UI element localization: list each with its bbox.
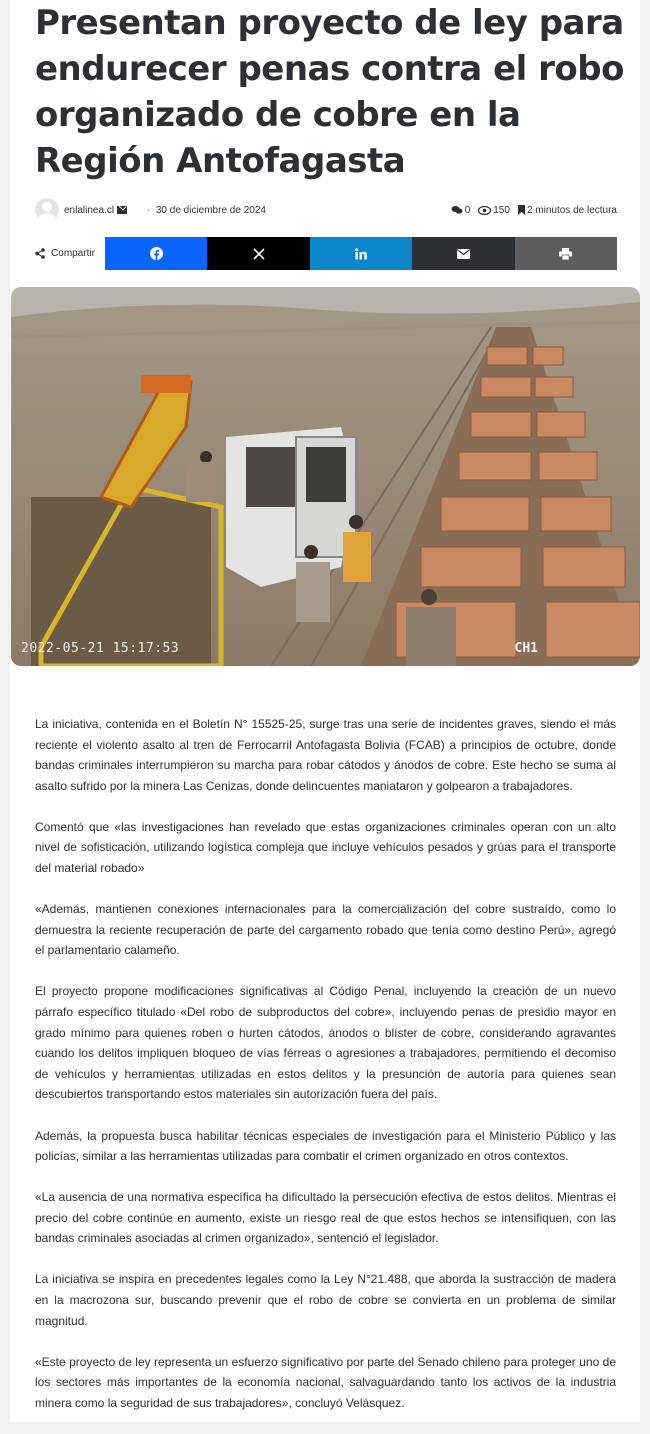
x-icon	[253, 248, 265, 260]
article-paragraph: Además, la propuesta busca habilitar técnicas especiales de investigación para el Ministerio Público y las policías, similar a las herramientas utilizadas para combatir el crimen organizado en otros contextos.	[35, 1128, 616, 1164]
comments-icon	[451, 205, 463, 215]
share-facebook-button[interactable]	[105, 237, 207, 270]
author-email-icon[interactable]	[117, 206, 127, 214]
article-body	[35, 714, 616, 1434]
comments-count[interactable]	[451, 205, 471, 216]
email-icon	[457, 249, 470, 259]
linkedin-icon	[355, 248, 367, 260]
facebook-icon	[150, 247, 163, 260]
views-count-value: 150	[493, 204, 510, 216]
article-paragraph: El proyecto propone modificaciones significativas al Código Penal, incluyendo la creación de un nuevo párrafo específico titulado «Del robo de subproductos del cobre», incluyendo penas de presidio mayor en grado mínimo para quienes roben o hurten cátodos, ánodos o blíster de cobre, considerando agravantes cuando los delitos impliquen bloqueo de vías férreas o agresiones a trabajadores, permitiendo el decomiso de vehículos y herramientas utilizadas en estos delitos y la presunción de autoría para quienes sean descubiertos transportando estos materiales sin autorización fuera del país.	[35, 984, 616, 1102]
share-icon	[35, 248, 45, 259]
views-count	[478, 205, 510, 216]
article-paragraph: «Además, mantienen conexiones internacionales para la comercialización del cobre sustraído, como lo demuestra la reciente recuperación de parte del cargamento robado que tenía como destino Perú», agregó el parlamentario calameño.	[35, 902, 616, 958]
share-label-text: Compartir	[51, 248, 95, 259]
bookmark-icon	[518, 205, 525, 215]
eye-icon	[478, 206, 491, 215]
print-icon	[559, 248, 572, 260]
article-paragraph: Comentó que «las investigaciones han revelado que estas organizaciones criminales operan con un alto nivel de sofisticación, utilizando logística compleja que incluye vehículos pesados y grúas para el transporte del material robado»	[35, 819, 616, 876]
author-link[interactable]: enlalinea.cl	[64, 204, 115, 216]
reading-time-value: 2 minutos de lectura	[526, 204, 617, 216]
article-paragraph: «La ausencia de una normativa específica ha dificultado la persecución efectiva de estos delitos. Mientras el precio del cobre continúe en aumento, existe un riesgo real de que estos hechos se intensifiquen, con las bandas criminales asociadas al crimen organizado», sentenció el legislador.	[35, 1190, 616, 1246]
article-meta	[35, 197, 617, 223]
author-avatar[interactable]	[35, 198, 59, 222]
reading-time	[518, 205, 617, 216]
article-title: Presentan proyecto de ley para endurecer penas contra el robo organizado de cobre en la Región Antofagasta	[35, 3, 624, 181]
comments-count-value: 0	[464, 204, 471, 216]
article-stats	[451, 205, 617, 216]
camera-channel: CH1	[514, 641, 538, 656]
share-email-button[interactable]	[412, 237, 514, 270]
article-paragraph: La iniciativa, contenida en el Boletín N° 15525-25, surge tras una serie de incidentes graves, siendo el más reciente el violento asalto al tren de Ferrocarril Antofagasta Bolivia (FCAB) a principios de octubre, donde bandas criminales interrumpieron su marcha para robar cátodos y ánodos de cobre. Este hecho se suma al asalto sufrido por la minera Las Cenizas, donde delincuentes maniataron y golpearon a trabajadores.	[35, 717, 616, 793]
share-label	[25, 237, 105, 270]
share-linkedin-button[interactable]	[310, 237, 412, 270]
article-paragraph: La iniciativa se inspira en precedentes legales como la Ley N°21.488, que aborda la sustracción de madera en la macrozona sur, buscando prevenir que el robo de cobre se convierta en un problema de similar magnitud.	[35, 1272, 616, 1328]
article-paragraph: «Este proyecto de ley representa un esfuerzo significativo por parte del Senado chileno para proteger uno de los sectores más importantes de la economía nacional, salvaguardando tanto los activos de la industria minera como la seguridad de sus trabajadores», concluyó Velásquez.	[35, 1354, 616, 1410]
share-x-button[interactable]	[207, 237, 309, 270]
separator-dot: •	[147, 205, 150, 215]
article-date: 30 de diciembre de 2024	[155, 204, 266, 216]
share-bar	[25, 237, 617, 270]
camera-timestamp: 2022-05-21 15:17:53	[21, 641, 180, 656]
share-print-button[interactable]	[515, 237, 617, 270]
article-featured-image	[11, 287, 640, 666]
article-page	[10, 0, 640, 1422]
